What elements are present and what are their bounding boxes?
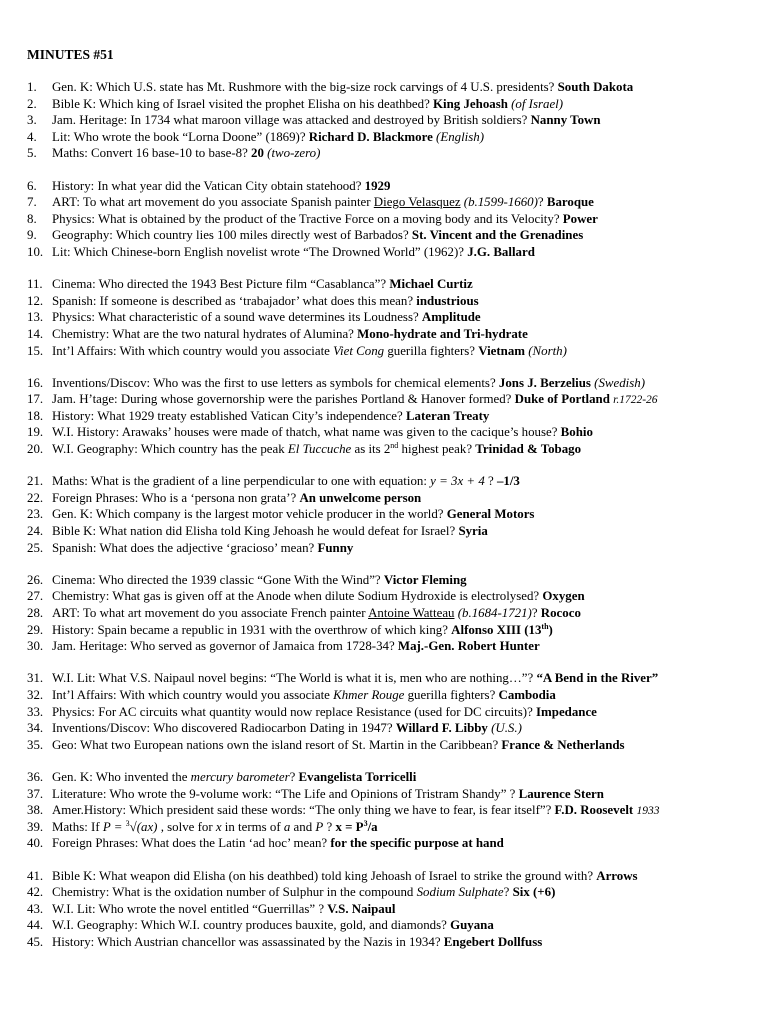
answer-text: for the specific purpose at hand — [330, 836, 504, 851]
question-text — [52, 145, 762, 162]
text-segment: W.I. Lit: Who wrote the novel entitled “Guerrillas” ? — [52, 901, 328, 916]
question-number: 42. — [27, 885, 44, 900]
italic-note: r.1722-26 — [613, 394, 658, 407]
question-number: 25. — [27, 540, 44, 555]
question-text — [52, 441, 762, 458]
text-segment: History: Which Austrian chancellor was assassinated by the Nazis in 1934? — [52, 934, 444, 949]
question-number: 43. — [27, 901, 44, 916]
text-segment: Foreign Phrases: Who is a ‘persona non grata’? — [52, 490, 300, 505]
question-text — [52, 79, 762, 96]
text-segment: History: In what year did the Vatican City obtain statehood? — [52, 178, 365, 193]
question-text — [52, 129, 762, 146]
answer-text: Syria — [458, 524, 488, 539]
question-text — [52, 540, 762, 557]
answer-text: South Dakota — [557, 80, 634, 94]
text-segment: Jam. Heritage: Who served as governor of Jamaica from 1728-34? — [52, 639, 398, 654]
text-segment: Foreign Phrases: What does the Latin ‘ad hoc’ mean? — [52, 836, 331, 851]
answer-text: Power — [562, 211, 598, 226]
text-segment: ? — [537, 195, 547, 210]
question-text — [52, 276, 762, 293]
question-row — [27, 424, 762, 441]
question-row — [27, 96, 762, 113]
answer-text: General Motors — [446, 507, 535, 522]
answer-text: 20 — [251, 146, 264, 161]
question-list — [27, 79, 762, 966]
question-row — [27, 326, 762, 343]
question-row — [27, 178, 762, 195]
answer-text: “A Bend in the River” — [536, 671, 659, 686]
answer-text: Guyana — [450, 918, 494, 933]
answer-text: Six (+6) — [512, 885, 556, 900]
italic-note: (Swedish) — [594, 375, 646, 390]
question-number: 15. — [27, 343, 44, 358]
question-number: 34. — [27, 721, 44, 736]
question-group — [27, 375, 762, 458]
question-text — [52, 638, 762, 655]
answer-text: /a — [367, 819, 378, 834]
question-text — [52, 802, 762, 819]
answer-text: Arrows — [596, 868, 638, 883]
question-number: 10. — [27, 244, 44, 259]
italic-note: El Tuccuche — [287, 442, 352, 457]
text-segment: Maths: What is the gradient of a line perpendicular to one with equation: — [52, 474, 431, 489]
question-text — [52, 343, 762, 360]
question-number: 17. — [27, 392, 44, 407]
question-text — [52, 572, 762, 589]
text-segment: Geo: What two European nations own the island resort of St. Martin in the Caribbean? — [52, 737, 502, 752]
question-text — [52, 194, 762, 211]
question-number: 36. — [27, 769, 44, 784]
text-segment: ? — [323, 819, 336, 834]
question-row — [27, 343, 762, 360]
answer-text: Baroque — [546, 195, 594, 210]
question-text — [52, 293, 762, 310]
text-segment: Bible K: What weapon did Elisha (on his deathbed) told king Jehoash of Israel to strike the ground with? — [52, 868, 597, 883]
question-row — [27, 244, 762, 261]
question-text — [52, 622, 762, 639]
superscript: 3 — [125, 818, 130, 828]
answer-text: Engebert Dollfuss — [443, 934, 543, 949]
question-row — [27, 145, 762, 162]
question-row — [27, 408, 762, 425]
italic-note: Viet Cong — [333, 343, 385, 358]
answer-text: Duke of Portland — [514, 392, 610, 407]
question-text — [52, 786, 762, 803]
question-row — [27, 670, 762, 687]
question-row — [27, 934, 762, 951]
question-text — [52, 490, 762, 507]
answer-text: Nanny Town — [530, 113, 601, 128]
answer-text: Bohio — [560, 425, 593, 440]
question-text — [52, 868, 762, 885]
question-number: 16. — [27, 375, 44, 390]
question-row — [27, 588, 762, 605]
text-segment: Physics: For AC circuits what quantity would now replace Resistance (used for DC circuits)? — [52, 704, 537, 719]
text-segment: Geography: Which country lies 100 miles directly west of Barbados? — [52, 228, 412, 243]
question-number: 9. — [27, 228, 37, 243]
question-group — [27, 178, 762, 261]
question-row — [27, 523, 762, 540]
question-row — [27, 769, 762, 786]
question-row — [27, 704, 762, 721]
italic-note: (U.S.) — [491, 721, 522, 736]
text-segment: Amer.History: Which president said these words: “The only thing we have to fear, is fear itself”? — [52, 803, 555, 818]
question-text — [52, 605, 762, 622]
underlined-name: Antoine Watteau — [368, 606, 455, 620]
text-segment: guerilla fighters? — [384, 343, 479, 358]
answer-text: Funny — [317, 540, 354, 555]
answer-text: Victor Fleming — [383, 572, 467, 587]
text-segment: Physics: What characteristic of a sound wave determines its Loudness? — [52, 310, 422, 325]
text-segment: Lit: Who wrote the book “Lorna Doone” (1869)? — [52, 129, 309, 144]
answer-text: F.D. Roosevelt — [554, 803, 634, 818]
question-row — [27, 901, 762, 918]
text-segment: Int’l Affairs: With which country would you associate — [52, 687, 334, 702]
answer-text: Vietnam — [478, 343, 526, 358]
question-number: 4. — [27, 129, 37, 144]
text-segment: ? — [503, 885, 513, 900]
text-segment: ? — [289, 769, 299, 784]
question-row — [27, 802, 762, 819]
question-row — [27, 391, 762, 408]
question-text — [52, 819, 762, 836]
question-text — [52, 588, 762, 605]
text-segment: W.I. History: Arawaks’ houses were made of thatch, what name was given to the cacique’s house? — [52, 425, 561, 440]
question-number: 44. — [27, 918, 44, 933]
answer-text: Evangelista Torricelli — [298, 769, 417, 784]
answer-text: –1/3 — [496, 474, 520, 489]
answer-text: Alfonso XIII (13 — [451, 622, 542, 637]
question-row — [27, 687, 762, 704]
question-number: 41. — [27, 868, 44, 883]
text-segment: Int’l Affairs: With which country would you associate — [52, 343, 334, 358]
question-number: 13. — [27, 310, 44, 325]
question-text — [52, 769, 762, 786]
question-group — [27, 473, 762, 556]
question-number: 27. — [27, 589, 44, 604]
text-segment: History: Spain became a republic in 1931 with the overthrow of which king? — [52, 622, 452, 637]
italic-note: (b.1684-1721) — [457, 606, 532, 620]
text-segment: Literature: Who wrote the 9-volume work: “The Life and Opinions of Tristram Shandy” ? — [52, 786, 519, 801]
question-row — [27, 884, 762, 901]
answer-text: Cambodia — [498, 687, 556, 702]
question-number: 7. — [27, 195, 37, 210]
question-number: 38. — [27, 803, 44, 818]
question-row — [27, 441, 762, 458]
question-text — [52, 901, 762, 918]
answer-text: Richard D. Blackmore — [308, 129, 433, 144]
question-row — [27, 835, 762, 852]
question-number: 20. — [27, 442, 44, 457]
question-number: 3. — [27, 113, 37, 128]
question-number: 30. — [27, 639, 44, 654]
question-row — [27, 276, 762, 293]
text-segment: Jam. H’tage: During whose governorship were the parishes Portland & Hanover formed? — [52, 392, 515, 407]
answer-text: Lateran Treaty — [405, 408, 490, 423]
question-number: 26. — [27, 572, 44, 587]
question-group — [27, 572, 762, 655]
question-row — [27, 540, 762, 557]
question-group — [27, 868, 762, 951]
italic-note: Khmer Rouge — [333, 687, 405, 702]
italic-note: 1933 — [636, 805, 660, 818]
question-group — [27, 670, 762, 753]
answer-text: Laurence Stern — [518, 786, 604, 801]
question-number: 5. — [27, 146, 37, 161]
question-number: 31. — [27, 671, 44, 686]
text-segment: Cinema: Who directed the 1943 Best Picture film “Casablanca”? — [52, 277, 390, 292]
answer-text: Oxygen — [542, 589, 585, 604]
question-text — [52, 473, 762, 490]
text-segment: in terms of — [221, 819, 284, 834]
answer-text: Jons J. Berzelius — [498, 375, 591, 390]
italic-note: P = — [102, 819, 126, 834]
text-segment: Inventions/Discov: Who was the first to use letters as symbols for chemical elements? — [52, 375, 499, 390]
question-text — [52, 670, 762, 687]
answer-text: Rococo — [540, 606, 581, 620]
answer-text: V.S. Naipaul — [327, 901, 396, 916]
question-text — [52, 917, 762, 934]
answer-text: ) — [548, 622, 553, 637]
question-row — [27, 819, 762, 836]
question-text — [52, 934, 762, 951]
question-text — [52, 227, 762, 244]
text-segment: as its 2 — [351, 442, 391, 457]
question-number: 11. — [27, 277, 43, 292]
answer-text: industrious — [416, 293, 479, 308]
question-text — [52, 523, 762, 540]
question-number: 33. — [27, 704, 44, 719]
question-row — [27, 572, 762, 589]
question-text — [52, 737, 762, 754]
question-text — [52, 309, 762, 326]
italic-note: (English) — [436, 129, 485, 144]
question-row — [27, 473, 762, 490]
question-row — [27, 375, 762, 392]
question-text — [52, 720, 762, 737]
text-segment: Bible K: Which king of Israel visited the prophet Elisha on his deathbed? — [52, 96, 434, 111]
text-segment: History: What 1929 treaty established Vatican City’s independence? — [52, 408, 406, 423]
italic-note: y = 3x + 4 — [430, 474, 485, 489]
text-segment: Inventions/Discov: Who discovered Radiocarbon Dating in 1947? — [52, 721, 396, 736]
text-segment: guerilla fighters? — [404, 687, 499, 702]
italic-note: (two-zero) — [267, 146, 321, 161]
question-number: 2. — [27, 96, 37, 111]
answer-text: Trinidad & Tobago — [475, 442, 582, 457]
superscript: th — [541, 621, 549, 631]
question-row — [27, 490, 762, 507]
answer-text: St. Vincent and the Grenadines — [411, 228, 584, 243]
italic-note: P — [315, 819, 324, 834]
question-row — [27, 605, 762, 622]
question-text — [52, 391, 762, 408]
text-segment: ART: To what art movement do you associate French painter — [52, 606, 369, 620]
text-segment: highest peak? — [398, 442, 476, 457]
question-row — [27, 129, 762, 146]
question-number: 1. — [27, 80, 37, 94]
italic-note: (North) — [528, 343, 567, 358]
superscript: nd — [390, 441, 399, 451]
text-segment: Maths: Convert 16 base-10 to base-8? — [52, 146, 252, 161]
underlined-name: Diego Velasquez — [373, 195, 461, 210]
question-text — [52, 178, 762, 195]
question-text — [52, 704, 762, 721]
answer-text: King Jehoash — [433, 96, 508, 111]
question-number: 19. — [27, 425, 44, 440]
question-number: 14. — [27, 326, 44, 341]
italic-note: Sodium Sulphate — [416, 885, 504, 900]
question-group — [27, 79, 762, 162]
question-row — [27, 293, 762, 310]
question-row — [27, 786, 762, 803]
text-segment: Gen. K: Which company is the largest motor vehicle producer in the world? — [52, 507, 447, 522]
italic-note: x — [215, 819, 222, 834]
question-row — [27, 309, 762, 326]
question-text — [52, 375, 762, 392]
text-segment: Maths: If — [52, 819, 103, 834]
question-number: 24. — [27, 524, 44, 539]
question-number: 40. — [27, 836, 44, 851]
question-text — [52, 506, 762, 523]
question-row — [27, 194, 762, 211]
question-text — [52, 211, 762, 228]
answer-text: Maj.-Gen. Robert Hunter — [397, 639, 540, 654]
text-segment: solve for — [163, 819, 216, 834]
text-segment: Jam. Heritage: In 1734 what maroon village was attacked and destroyed by British soldiers? — [52, 113, 531, 128]
answer-text: Willard F. Libby — [395, 721, 488, 736]
text-segment: Bible K: What nation did Elisha told King Jehoash he would defeat for Israel? — [52, 524, 459, 539]
question-number: 28. — [27, 606, 44, 620]
question-text — [52, 687, 762, 704]
text-segment: ? — [531, 606, 541, 620]
italic-note: (of Israel) — [511, 96, 564, 111]
question-number: 21. — [27, 474, 44, 489]
text-segment: W.I. Lit: What V.S. Naipaul novel begins: “The World is what it is, men who are nothing…”? — [52, 671, 537, 686]
question-row — [27, 868, 762, 885]
question-number: 37. — [27, 786, 44, 801]
answer-text: An unwelcome person — [299, 490, 422, 505]
text-segment: and — [290, 819, 316, 834]
text-segment: Cinema: Who directed the 1939 classic “Gone With the Wind”? — [52, 572, 384, 587]
document-title: MINUTES #51 — [27, 47, 114, 62]
question-row — [27, 112, 762, 129]
question-text — [52, 408, 762, 425]
question-number: 45. — [27, 934, 44, 949]
answer-text: Michael Curtiz — [389, 277, 473, 292]
text-segment: W.I. Geography: Which country has the peak — [52, 442, 288, 457]
question-text — [52, 244, 762, 261]
answer-text: France & Netherlands — [501, 737, 625, 752]
answer-text: 1929 — [364, 178, 391, 193]
text-segment: Physics: What is obtained by the product of the Tractive Force on a moving body and its Velocity? — [52, 211, 563, 226]
text-segment: Chemistry: What is the oxidation number of Sulphur in the compound — [52, 885, 417, 900]
question-number: 35. — [27, 737, 44, 752]
question-text — [52, 424, 762, 441]
question-row — [27, 506, 762, 523]
text-segment: Spanish: What does the adjective ‘gracioso’ mean? — [52, 540, 318, 555]
answer-text: J.G. Ballard — [467, 244, 535, 259]
italic-note: a — [283, 819, 291, 834]
question-row — [27, 638, 762, 655]
question-text — [52, 96, 762, 113]
text-segment: Chemistry: What are the two natural hydrates of Alumina? — [52, 326, 358, 341]
question-number: 29. — [27, 622, 44, 637]
text-segment: Gen. K: Which U.S. state has Mt. Rushmore with the big-size rock carvings of 4 U.S. presidents? — [52, 80, 558, 94]
answer-text: Mono-hydrate and Tri-hydrate — [357, 326, 528, 341]
question-row — [27, 211, 762, 228]
text-segment: Spanish: If someone is described as ‘trabajador’ what does this mean? — [52, 293, 417, 308]
italic-note: mercury barometer — [190, 769, 290, 784]
question-text — [52, 112, 762, 129]
question-text — [52, 884, 762, 901]
question-row — [27, 227, 762, 244]
text-segment: Chemistry: What gas is given off at the Anode when dilute Sodium Hydroxide is electrolysed? — [52, 589, 543, 604]
question-row — [27, 917, 762, 934]
superscript: 3 — [363, 818, 368, 828]
text-segment: Lit: Which Chinese-born English novelist wrote “The Drowned World” (1962)? — [52, 244, 468, 259]
question-group — [27, 769, 762, 852]
text-segment: ART: To what art movement do you associate Spanish painter — [52, 195, 374, 210]
question-number: 18. — [27, 408, 44, 423]
answer-text: x = P — [335, 819, 364, 834]
question-text — [52, 835, 762, 852]
text-segment: W.I. Geography: Which W.I. country produces bauxite, gold, and diamonds? — [52, 918, 451, 933]
question-number: 12. — [27, 293, 44, 308]
question-number: 39. — [27, 819, 44, 834]
question-row — [27, 79, 762, 96]
question-number: 23. — [27, 507, 44, 522]
answer-text: Amplitude — [421, 310, 481, 325]
italic-note: (b.1599-1660) — [463, 195, 538, 210]
answer-text: Impedance — [536, 704, 597, 719]
question-number: 22. — [27, 490, 44, 505]
text-segment: ? — [484, 474, 497, 489]
question-number: 8. — [27, 211, 37, 226]
italic-note: √(ax) , — [129, 819, 164, 834]
question-row — [27, 720, 762, 737]
question-number: 6. — [27, 178, 37, 193]
text-segment: Gen. K: Who invented the — [52, 769, 191, 784]
question-text — [52, 326, 762, 343]
question-group — [27, 276, 762, 359]
question-row — [27, 622, 762, 639]
question-number: 32. — [27, 687, 44, 702]
question-row — [27, 737, 762, 754]
